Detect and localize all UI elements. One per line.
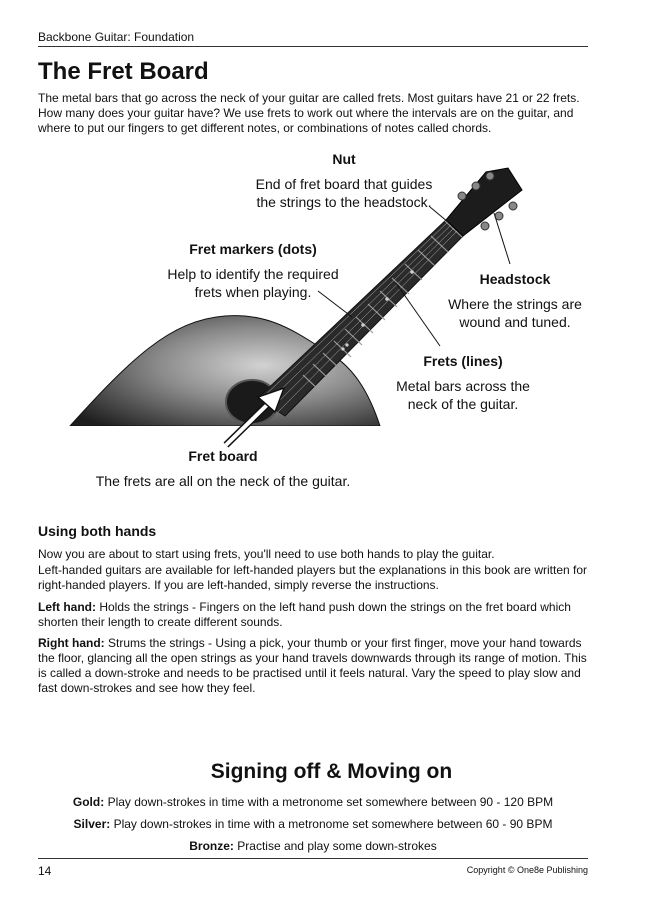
paragraph-left-hand: Left hand: Holds the strings - Fingers on the left hand push down the strings on the fret board which shorten their length to create different sounds. [38,600,571,629]
level-silver: Silver: Play down-strokes in time with a metronome set somewhere between 60 - 90 BPM [73,817,553,831]
paragraph-left-handed: Left-handed guitars are available for left-handed players but the explanations in this book are written for right-handed players. If you are left-handed, simply reverse the instructions. [38,563,587,592]
paragraph-both-hands: Now you are about to start using frets, you'll need to use both hands to play the guitar. [38,547,495,561]
running-header: Backbone Guitar: Foundation [38,30,195,44]
intro-paragraph: The metal bars that go across the neck of your guitar are called frets. Most guitars have 21 or 22 frets. How many does your guitar have? We use frets to work out where the intervals are on the guitar, and where to put our fingers to get different notes, or combinations of notes called chords. [38,91,580,135]
paragraph-right-hand: Right hand: Strums the strings - Using a pick, your thumb or your first finger, move your hand towards the floor, glancing all the open strings as your hand travels downwards through its range of motion. This is called a down-stroke and needs to be practised until it feels natural. Vary the speed to play slow and fast down-strokes and see how they feel. [38,636,587,695]
fret-markers-description: Help to identify the required frets when playing. [167,266,339,300]
headstock-description: Where the strings are wound and tuned. [448,296,582,330]
level-gold: Gold: Play down-strokes in time with a metronome set somewhere between 90 - 120 BPM [72,795,554,809]
section-heading-signing-off: Signing off & Moving on [210,760,453,783]
footer-rule [38,858,588,859]
frets-heading: Frets (lines) [423,353,503,369]
page-number: 14 [38,864,52,878]
page-title: The Fret Board [38,58,209,85]
frets-description: Metal bars across the neck of the guitar. [396,378,530,412]
fret-board-description: The frets are all on the neck of the guitar. [95,473,351,489]
fret-markers-heading: Fret markers (dots) [189,241,317,257]
copyright-notice: Copyright © One8e Publishing [466,865,588,875]
level-bronze: Bronze: Practise and play some down-strokes [189,839,437,853]
headstock-heading: Headstock [479,271,551,287]
header-rule [38,46,588,47]
fret-board-heading: Fret board [188,448,258,464]
section-heading-using-both-hands: Using both hands [38,523,157,539]
nut-heading: Nut [332,151,356,167]
nut-description: End of fret board that guides the strings to the headstock. [255,176,433,210]
